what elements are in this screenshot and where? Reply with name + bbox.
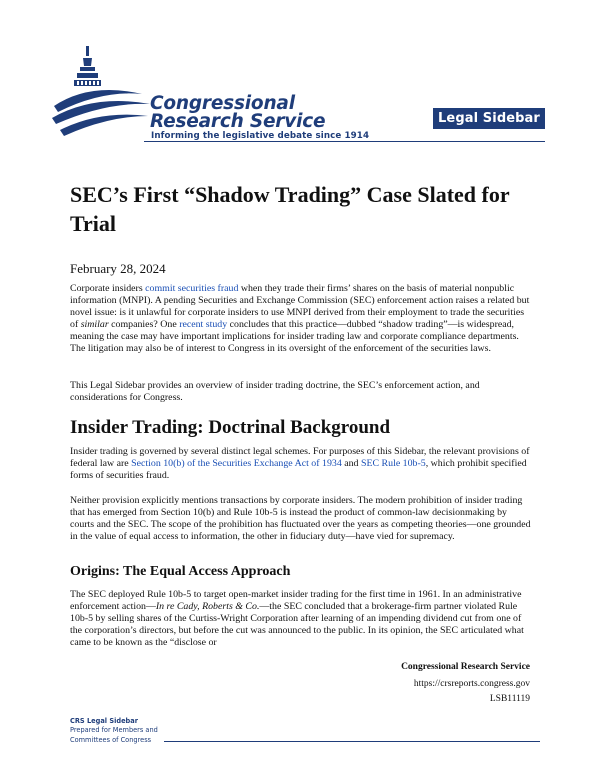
footer-divider	[164, 741, 540, 742]
org-tagline: Informing the legislative debate since 1914	[151, 131, 370, 141]
document-title: SEC’s First “Shadow Trading” Case Slated for Trial	[70, 182, 510, 236]
link-recent-study[interactable]: recent study	[179, 319, 228, 330]
section-heading-insider-trading: Insider Trading: Doctrinal Background	[70, 417, 391, 438]
org-name-line1: Congressional	[150, 93, 295, 114]
insider-trading-paragraph-2: Neither provision explicitly mentions transactions by corporate insiders. The modern prohibition of insider trading that has emerged from Section 10(b) and Rule 10b-5 is instead the product of common-law decisionmaking by courts and the SEC. The scope of the prohibition has fluctuated over the years as competing theories—one grounded in the value of equal access to information, the other in fiduciary duty—have vied for supremacy.	[70, 495, 531, 542]
footer-report-code: LSB11119	[489, 694, 530, 704]
footer-url[interactable]: https://crsreports.congress.gov	[413, 679, 530, 689]
footer-prepared-for: Prepared for Members and	[70, 726, 158, 734]
publication-date: February 28, 2024	[70, 261, 166, 276]
insider-trading-paragraph-1: Insider trading is governed by several distinct legal schemes. For purposes of this Sidebar, the relevant provisions of federal law are Section 10(b) of the Securities Exchange Act of 1934 and SEC Rule 10b-5, which prohibit specified forms of securities fraud.	[70, 446, 530, 481]
overview-paragraph: This Legal Sidebar provides an overview of insider trading doctrine, the SEC’s enforcement action, and considerations for Congress.	[70, 380, 480, 403]
footer-org-name: Congressional Research Service	[401, 662, 530, 672]
footer-audience: Committees of Congress	[70, 736, 152, 744]
org-name-line2: Research Service	[150, 111, 326, 132]
legal-sidebar-badge: Legal Sidebar	[433, 108, 545, 129]
link-section-10b[interactable]: Section 10(b) of the Securities Exchange Act of 1934	[131, 458, 342, 469]
crs-dome-logo	[50, 42, 154, 146]
link-rule-10b-5[interactable]: SEC Rule 10b-5	[360, 458, 426, 469]
header-divider	[144, 141, 545, 142]
link-commit-securities-fraud[interactable]: commit securities fraud	[145, 283, 239, 294]
intro-paragraph: Corporate insiders commit securities fraud when they trade their firms’ shares on the basis of material nonpublic information (MNPI). A pending Securities and Exchange Commission (SEC) enforcement action raises a related but novel issue: is it unlawful for corporate insiders to use MNPI derived from their employment to trade the securities of similar companies? One recent study concludes that this practice—dubbed “shadow trading”—is widespread, meaning the case may have important implications for insider trading law and corporate compliance departments. The litigation may also be of interest to Congress in its oversight of the enforcement of the securities laws.	[70, 283, 530, 354]
footer-series-name: CRS Legal Sidebar	[70, 717, 138, 725]
subsection-heading-origins: Origins: The Equal Access Approach	[70, 564, 291, 579]
origins-paragraph: The SEC deployed Rule 10b-5 to target open-market insider trading for the first time in 1961. In an administrative enforcement action—In re Cady, Roberts & Co.—the SEC concluded that a brokerage-firm partner violated Rule 10b-5 by selling shares of the Curtiss-Wright Corporation after learning of an impending dividend cut from one of the corporation’s directors, but before the cut was announced to the public. In its opinion, the SEC articulated what came to be known as the “disclose or	[70, 589, 524, 648]
